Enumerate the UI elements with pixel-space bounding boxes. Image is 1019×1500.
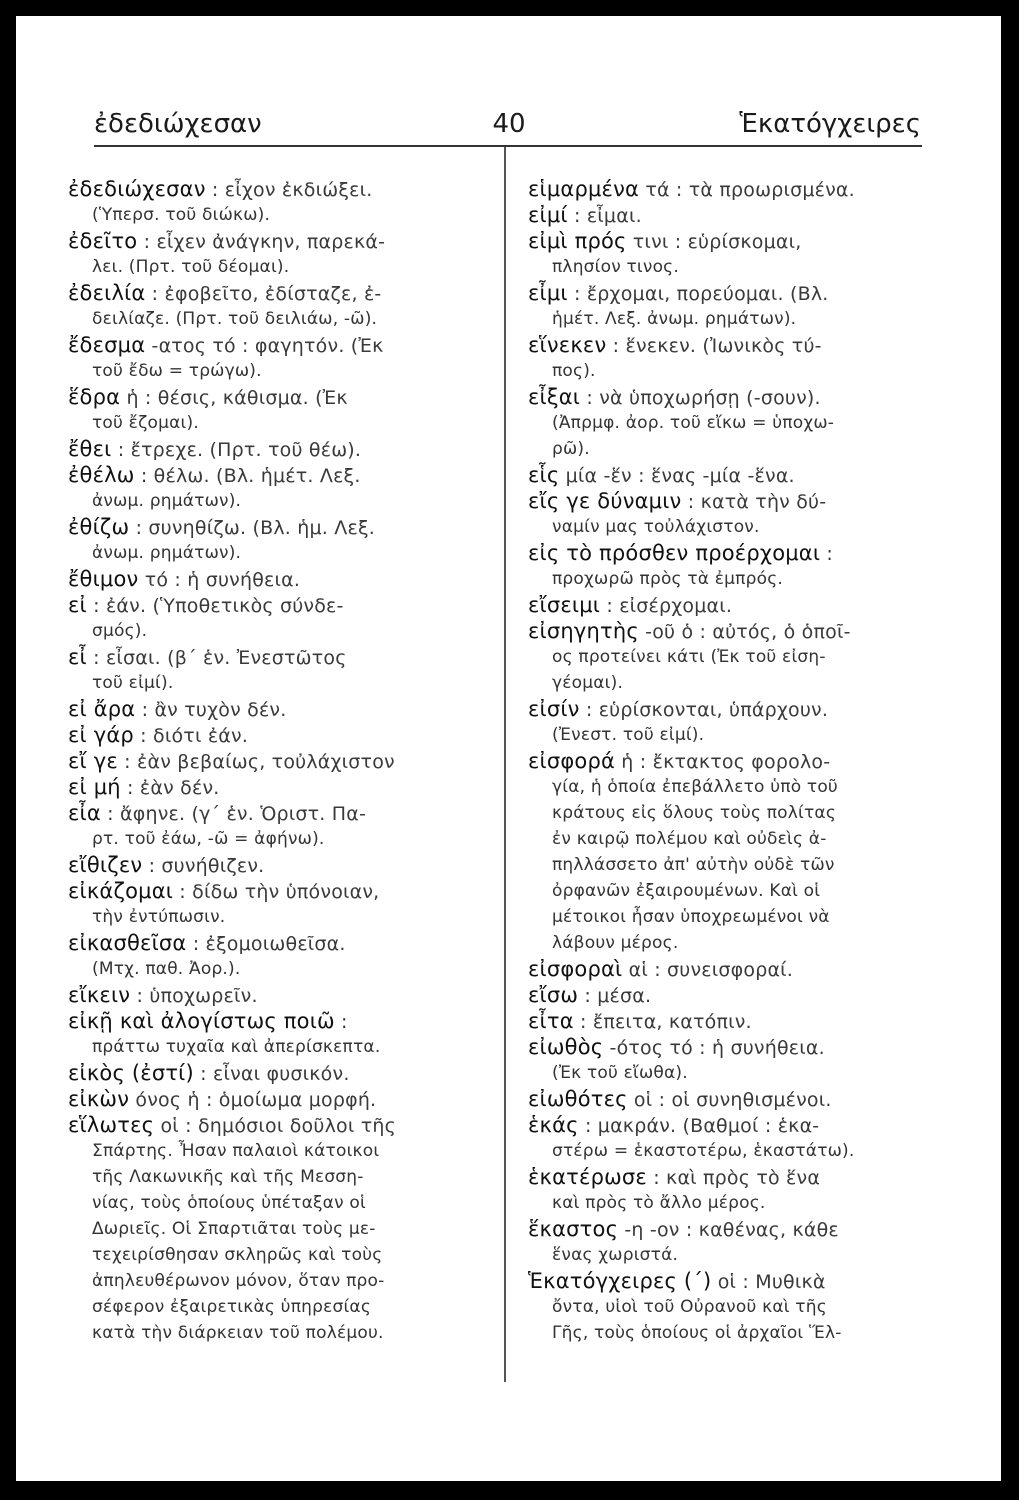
entry-first-line [68, 462, 488, 488]
entry-first-line [68, 280, 488, 306]
column-divider [504, 147, 506, 1382]
headword: ἕκαστος [528, 1217, 619, 1241]
dictionary-entry [528, 1086, 928, 1112]
dictionary-entry [528, 1268, 928, 1346]
entry-first-line [68, 384, 488, 410]
definition-continuation: Γῆς, τοὺς ὁποίους οἱ ἀρχαῖοι Ἕλ- [552, 1323, 842, 1343]
dictionary-entry [68, 514, 488, 566]
entry-first-line [528, 696, 928, 722]
definition-text: εἶχον ἐκδιώξει. [224, 179, 373, 201]
entry-separator: : [646, 1167, 667, 1189]
entry-first-line [68, 1060, 488, 1086]
definition-continuation: σμός). [92, 621, 148, 641]
headword: εἰσίν [528, 697, 580, 721]
definition-text: οἱ : δημόσιοι δοῦλοι τῆς [160, 1115, 396, 1137]
dictionary-entry [528, 488, 928, 540]
entry-separator: : [145, 283, 165, 305]
definition-continuation: τοῦ ἔζομαι). [92, 413, 199, 433]
entry-first-line [528, 1164, 928, 1190]
headword: εἰκὼν [68, 1087, 130, 1111]
definition-text: κατὰ τὴν δύ- [700, 491, 827, 513]
definition-continuation: ἡμέτ. Λεξ. ἀνωμ. ρημάτων). [552, 309, 797, 329]
headword: εἰ [68, 593, 87, 617]
definition-text: εἶναι φυσικόν. [212, 1063, 350, 1085]
entry-first-line [528, 748, 928, 774]
headword: ἐδεῖτο [68, 229, 138, 253]
entry-separator: : [567, 205, 587, 227]
definition-continuation: στέρω = ἑκαστοτέρω, ἑκαστάτω). [552, 1141, 855, 1161]
entry-first-line [68, 592, 488, 618]
entry-separator: : [606, 335, 626, 357]
entry-first-line [68, 332, 488, 358]
dictionary-entry [68, 176, 488, 228]
dictionary-entry [68, 748, 488, 774]
entry-separator: : [334, 1011, 348, 1033]
left-column [68, 176, 488, 1346]
entry-separator: : [578, 1115, 598, 1137]
definition-text: -ότος τό : ἡ συνήθεια. [609, 1037, 825, 1059]
definition-text: τινι : εὑρίσκομαι, [632, 231, 802, 253]
definition-continuation: ρτ. τοῦ ἐάω, -ῶ = ἀφήνω). [92, 829, 325, 849]
entry-separator: : [111, 439, 131, 461]
entry-separator: : [120, 777, 140, 799]
entry-separator: : [600, 595, 620, 617]
header-right-guide-word: Ἑκατόγχειρες [739, 109, 921, 139]
definition-text: ἕνεκεν. (Ἰωνικὸς τύ- [625, 335, 822, 357]
entry-first-line [528, 956, 928, 982]
headword: εἰμὶ πρός [528, 229, 627, 253]
definition-continuation: (Μτχ. παθ. Ἀορ.). [92, 959, 241, 979]
dictionary-entry [528, 176, 928, 202]
definition-continuation: ἀπηλευθέρωνον μόνον, ὅταν προ- [92, 1271, 385, 1291]
headword: εἰ μή [68, 775, 121, 799]
dictionary-entry [68, 462, 488, 514]
entry-separator: : [186, 933, 206, 955]
headword: εἵλωτες [68, 1113, 155, 1137]
definition-text: συνηθίζω. (Βλ. ἡμ. Λεξ. [148, 517, 375, 539]
definition-continuation: κατὰ τὴν διάρκειαν τοῦ πολέμου. [92, 1323, 384, 1343]
entry-first-line [68, 566, 488, 592]
dictionary-entry [68, 930, 488, 982]
entry-first-line [68, 1112, 488, 1138]
entry-separator: : [86, 647, 106, 669]
dictionary-entry [528, 462, 928, 488]
headword: εἰ ἄρα [68, 697, 136, 721]
headword: εἰκῇ καὶ ἀλογίστως ποιῶ [68, 1009, 335, 1033]
headword: ἑκάς [528, 1113, 579, 1137]
definition-text: ἐὰν βεβαίως, τοὐλάχιστον [137, 751, 395, 773]
headword: εἶμι [528, 281, 568, 305]
dictionary-entry [528, 1034, 928, 1086]
definition-continuation: πλησίον τινος. [552, 257, 679, 277]
dictionary-entry [68, 384, 488, 436]
dictionary-entry [528, 956, 928, 982]
dictionary-entry [528, 1216, 928, 1268]
definition-continuation: ὄντα, υἱοὶ τοῦ Οὐρανοῦ καὶ τῆς [552, 1297, 827, 1317]
definition-continuation: ἀνωμ. ρημάτων). [92, 491, 242, 511]
definition-text: αἱ : συνεισφοραί. [628, 959, 794, 981]
dictionary-entry [528, 228, 928, 280]
entry-separator: : [117, 751, 138, 773]
entry-separator: : [86, 595, 106, 617]
dictionary-entry [68, 852, 488, 878]
entry-first-line [528, 280, 928, 306]
definition-text: ἂν τυχὸν δέν. [154, 699, 287, 721]
entry-first-line [528, 592, 928, 618]
entry-first-line [528, 384, 928, 410]
definition-continuation: ος προτείνει κάτι (Ἐκ τοῦ εἰση- [552, 647, 826, 667]
definition-continuation: (Ἀπρμφ. ἀορ. τοῦ εἴκω = ὑποχω- [552, 413, 835, 433]
headword: εἶτα [528, 1009, 574, 1033]
page-number: 40 [492, 109, 526, 139]
definition-text: ἐφοβεῖτο, ἐδίσταζε, ἐ- [164, 283, 382, 305]
definition-continuation: Δωριεῖς. Οἱ Σπαρτιᾶται τοὺς με- [92, 1219, 376, 1239]
definition-text: διότι ἐάν. [153, 725, 249, 747]
entry-first-line [68, 696, 488, 722]
dictionary-entry [528, 384, 928, 462]
definition-text: μέσα. [597, 985, 652, 1007]
definition-continuation: πηλλάσσετο ἀπ' αὐτὴν οὐδὲ τῶν [552, 855, 835, 875]
headword: εἰωθὸς [528, 1035, 604, 1059]
entry-first-line [528, 1268, 928, 1294]
entry-separator: : [142, 855, 162, 877]
headword: εἰωθότες [528, 1087, 628, 1111]
dictionary-entry [68, 1060, 488, 1086]
definition-text: εὑρίσκονται, ὑπάρχουν. [598, 699, 829, 721]
definition-continuation: τοῦ εἰμί). [92, 673, 174, 693]
dictionary-entry [68, 436, 488, 462]
definition-text: ὑποχωρεῖν. [149, 985, 258, 1007]
definition-continuation: πος). [552, 361, 596, 381]
entry-first-line [68, 1008, 488, 1034]
dictionary-entry [68, 1112, 488, 1346]
headword: εἷς [528, 463, 560, 487]
entry-first-line [528, 228, 928, 254]
dictionary-page [16, 16, 1001, 1481]
headword: Ἑκατόγχειρες (΄) [528, 1269, 712, 1293]
entry-first-line [528, 462, 928, 488]
entry-first-line [528, 1034, 928, 1060]
definition-text: -οῦ ὁ : αὐτός, ὁ ὁποῖ- [645, 621, 851, 643]
entry-separator: : [681, 491, 701, 513]
definition-text: ἔπειτα, κατόπιν. [592, 1011, 752, 1033]
entry-separator: : [129, 517, 149, 539]
definition-continuation: νίας, τοὺς ὁποίους ὑπέταξαν οἱ [92, 1193, 366, 1213]
definition-text: -ατος τό : φαγητόν. (Ἐκ [151, 335, 384, 357]
definition-continuation: Σπάρτης. Ἦσαν παλαιοὶ κάτοικοι [92, 1141, 380, 1161]
dictionary-entry [528, 1112, 928, 1164]
dictionary-entry [68, 878, 488, 930]
definition-text: εἶχεν ἀνάγκην, παρεκά- [156, 231, 386, 253]
headword: εἴκειν [68, 983, 131, 1007]
definition-continuation: πράττω τυχαῖα καὶ ἀπερίσκεπτα. [92, 1037, 381, 1057]
headword: ἕδρα [68, 385, 121, 409]
headword: εἴσειμι [528, 593, 601, 617]
entry-separator: : [573, 1011, 593, 1033]
definition-text: μία -ἕν : ἕνας -μία -ἕνα. [565, 465, 795, 487]
headword: εἶ [68, 645, 87, 669]
entry-first-line [68, 1086, 488, 1112]
dictionary-entry [68, 228, 488, 280]
dictionary-entry [528, 982, 928, 1008]
dictionary-entry [68, 800, 488, 852]
headword: ἐδειλία [68, 281, 146, 305]
definition-text: ἡ : ἔκτακτος φορολο- [621, 751, 831, 773]
headword: εἰμί [528, 203, 568, 227]
entry-separator: : [578, 985, 598, 1007]
entry-first-line [528, 618, 928, 644]
right-column [528, 176, 928, 1346]
definition-continuation: καὶ πρὸς τὸ ἄλλο μέρος. [552, 1193, 766, 1213]
headword: εἴς γε δύναμιν [528, 489, 682, 513]
dictionary-entry [528, 1164, 928, 1216]
entry-first-line [68, 878, 488, 904]
definition-text: ἐὰν δέν. [139, 777, 220, 799]
definition-continuation: δειλίαζε. (Πρτ. τοῦ δειλιάω, -ῶ). [92, 309, 378, 329]
entry-separator: : [100, 803, 120, 825]
definition-text: τό : ἡ συνήθεια. [144, 569, 301, 591]
definition-text: ἔρχομαι, πορεύομαι. (Βλ. [586, 283, 829, 305]
entry-separator: : [134, 465, 154, 487]
dictionary-entry [68, 592, 488, 644]
dictionary-entry [528, 540, 928, 592]
definition-continuation: λάβουν μέρος. [552, 933, 679, 953]
entry-separator: : [130, 985, 150, 1007]
definition-text: όνος ἡ : ὁμοίωμα μορφή. [135, 1089, 377, 1111]
dictionary-entry [68, 280, 488, 332]
headword: εἰσφοραὶ [528, 957, 623, 981]
entry-separator: : [135, 699, 155, 721]
definition-text: οἱ : οἱ συνηθισμένοι. [633, 1089, 832, 1111]
entry-separator: : [567, 283, 587, 305]
definition-text: νὰ ὑποχωρήσῃ (-σουν). [599, 387, 821, 409]
definition-text: ἔτρεχε. (Πρτ. τοῦ θέω). [130, 439, 362, 461]
entry-first-line [528, 540, 928, 566]
definition-text: μακράν. (Βαθμοί : ἑκα- [597, 1115, 820, 1137]
entry-separator: : [820, 543, 833, 565]
entry-first-line [528, 488, 928, 514]
dictionary-entry [528, 748, 928, 956]
headword: ἔθει [68, 437, 112, 461]
dictionary-entry [68, 332, 488, 384]
headword: εἶξαι [528, 385, 581, 409]
header-rule [94, 145, 922, 147]
definition-text: ἄφηνε. (γ΄ ἑν. Ὁριστ. Πα- [120, 803, 367, 825]
entry-first-line [528, 176, 928, 202]
definition-text: συνήθιζεν. [161, 855, 265, 877]
entry-first-line [528, 1112, 928, 1138]
definition-continuation: ἐν καιρῷ πολέμου καὶ οὐδεὶς ἀ- [552, 829, 827, 849]
definition-continuation: γέομαι). [552, 673, 624, 693]
entry-first-line [68, 436, 488, 462]
definition-text: καὶ πρὸς τὸ ἕνα [666, 1167, 821, 1189]
definition-text: -η -ον : καθένας, κάθε [624, 1219, 839, 1241]
entry-first-line [528, 982, 928, 1008]
definition-continuation: τὴν ἐντύπωσιν. [92, 907, 226, 927]
definition-continuation: ρῶ). [552, 439, 590, 459]
definition-continuation: (Ἐνεστ. τοῦ εἰμί). [552, 725, 705, 745]
dictionary-entry [68, 566, 488, 592]
headword: ἔδεσμα [68, 333, 146, 357]
entry-separator: : [193, 1063, 213, 1085]
definition-continuation: μέτοικοι ἦσαν ὑποχρεωμένοι νὰ [552, 907, 830, 927]
dictionary-entry [528, 1008, 928, 1034]
definition-text: δίδω τὴν ὑπόνοιαν, [192, 881, 380, 903]
dictionary-entry [68, 774, 488, 800]
definition-text: οἱ : Μυθικὰ [717, 1271, 826, 1293]
dictionary-entry [528, 332, 928, 384]
definition-text: εἶμαι. [586, 205, 642, 227]
entry-separator: : [205, 179, 225, 201]
headword: ἔθιμον [68, 567, 139, 591]
definition-continuation: (Ἐκ τοῦ εἴωθα). [552, 1063, 688, 1083]
definition-continuation: ναμίν μας τοὐλάχιστον. [552, 517, 760, 537]
dictionary-entry [528, 696, 928, 748]
definition-continuation: τοῦ ἔδω = τρώγω). [92, 361, 262, 381]
definition-continuation: ἕνας χωριστά. [552, 1245, 679, 1265]
definition-continuation: ἀνωμ. ρημάτων). [92, 543, 242, 563]
entry-first-line [68, 228, 488, 254]
entry-first-line [68, 982, 488, 1008]
definition-continuation: ὀρφανῶν ἐξαιρουμένων. Καὶ οἱ [552, 881, 821, 901]
dictionary-entry [68, 644, 488, 696]
entry-separator: : [173, 881, 193, 903]
entry-separator: : [137, 231, 157, 253]
headword: εἰσηγητὴς [528, 619, 639, 643]
definition-text: θέλω. (Βλ. ἡμέτ. Λεξ. [153, 465, 361, 487]
entry-separator: : [579, 699, 599, 721]
headword: ἐθέλω [68, 463, 135, 487]
entry-separator: : [580, 387, 600, 409]
definition-text: τά : τὰ προωρισμένα. [645, 179, 855, 201]
definition-continuation: γία, ἡ ὁποία ἐπεβάλλετο ὑπὸ τοῦ [552, 777, 838, 797]
headword: ἑκατέρωσε [528, 1165, 647, 1189]
entry-first-line [68, 514, 488, 540]
definition-continuation: σέφερον ἐξαιρετικὰς ὑπηρεσίας [92, 1297, 371, 1317]
entry-first-line [68, 644, 488, 670]
header-left-guide-word: ἐδεδιώχεσαν [94, 109, 262, 139]
dictionary-entry [528, 618, 928, 696]
definition-text: ἐάν. (Ὑποθετικὸς σύνδε- [105, 595, 344, 617]
headword: εἰκασθεῖσα [68, 931, 187, 955]
definition-text: εἰσέρχομαι. [619, 595, 733, 617]
headword: εἰκάζομαι [68, 879, 174, 903]
definition-continuation: (Ὑπερσ. τοῦ διώκω). [92, 205, 271, 225]
headword: εἵνεκεν [528, 333, 607, 357]
headword: εἴθιζεν [68, 853, 143, 877]
entry-first-line [68, 930, 488, 956]
definition-text: ἐξομοιωθεῖσα. [205, 933, 346, 955]
definition-continuation: κράτους εἰς ὅλους τοὺς πολίτας [552, 803, 836, 823]
entry-first-line [68, 176, 488, 202]
dictionary-entry [528, 280, 928, 332]
headword: εἰκὸς (ἐστί) [68, 1061, 194, 1085]
definition-text: ἡ : θέσις, κάθισμα. (Ἐκ [126, 387, 348, 409]
headword: εἴ γε [68, 749, 118, 773]
entry-first-line [528, 202, 928, 228]
entry-first-line [528, 1008, 928, 1034]
entry-first-line [68, 774, 488, 800]
dictionary-entry [68, 982, 488, 1008]
entry-first-line [68, 748, 488, 774]
definition-continuation: τεχειρίσθησαν σκληρῶς καὶ τοὺς [92, 1245, 383, 1265]
headword: εἰς τὸ πρόσθεν προέρχομαι [528, 541, 821, 565]
entry-first-line [68, 800, 488, 826]
definition-continuation: προχωρῶ πρὸς τὰ ἐμπρός. [552, 569, 783, 589]
definition-continuation: τῆς Λακωνικῆς καὶ τῆς Μεσση- [92, 1167, 364, 1187]
dictionary-entry [68, 696, 488, 722]
dictionary-entry [528, 592, 928, 618]
headword: ἐδεδιώχεσαν [68, 177, 206, 201]
definition-text: εἶσαι. (β΄ ἑν. Ἐνεστῶτος [105, 647, 347, 669]
headword: εἶα [68, 801, 101, 825]
dictionary-entry [528, 202, 928, 228]
dictionary-entry [68, 722, 488, 748]
headword: εἱμαρμένα [528, 177, 640, 201]
entry-first-line [528, 1086, 928, 1112]
headword: εἰ γάρ [68, 723, 134, 747]
entry-first-line [68, 852, 488, 878]
entry-first-line [528, 332, 928, 358]
entry-separator: : [133, 725, 154, 747]
entry-first-line [68, 722, 488, 748]
headword: ἐθίζω [68, 515, 130, 539]
definition-continuation: λει. (Πρτ. τοῦ δέομαι). [92, 257, 290, 277]
headword: εἰσφορά [528, 749, 616, 773]
entry-first-line [528, 1216, 928, 1242]
headword: εἴσω [528, 983, 579, 1007]
dictionary-entry [68, 1008, 488, 1060]
dictionary-entry [68, 1086, 488, 1112]
